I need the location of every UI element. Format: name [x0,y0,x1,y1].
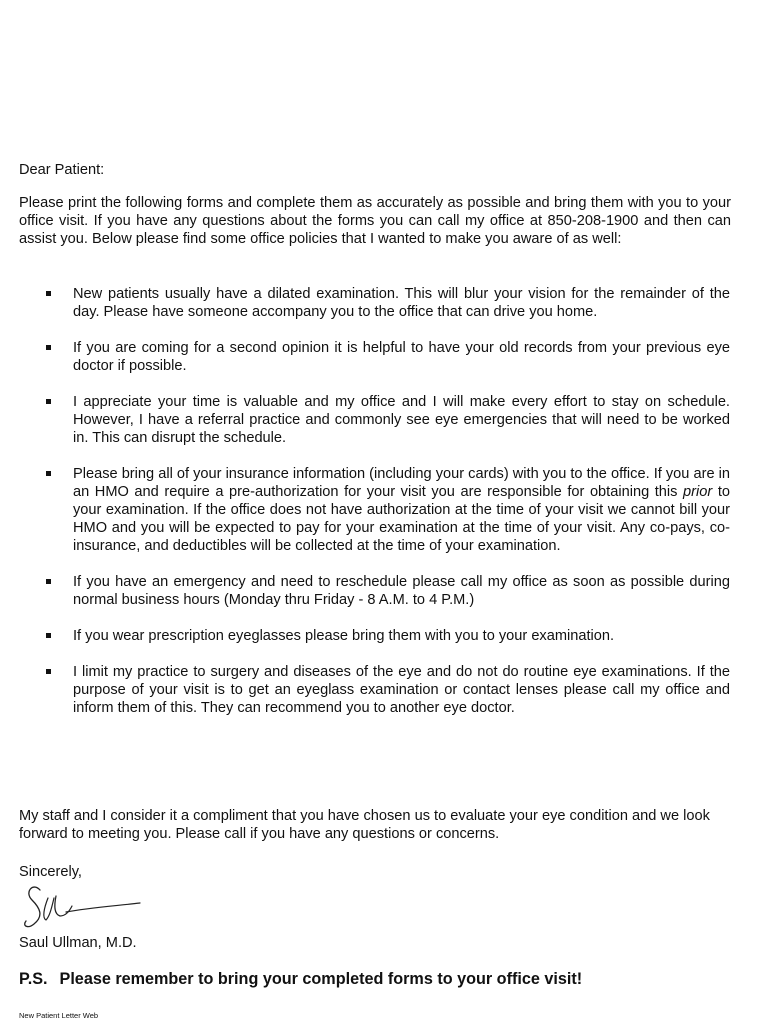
footer-label: New Patient Letter Web [19,1011,99,1020]
sign-off: Sincerely, [19,864,82,880]
postscript-label: P.S. [19,970,48,988]
policy-text-emphasis: prior [683,484,713,500]
policy-text: If you have an emergency and need to reschedule please call my office as soon as possible during normal business hours (Monday thru Friday - 8 A.M. to 4 P.M.) [73,574,730,608]
policy-list [0,285,770,735]
bullet-square-icon [46,399,51,404]
policy-item-schedule [0,393,730,447]
signature-icon [18,876,148,936]
policy-item-reschedule [0,573,730,609]
policy-text: New patients usually have a dilated examination. This will blur your vision for the remainder of the day. Please have someone accompany you to the office that can drive you home. [73,286,730,320]
signer-name: Saul Ullman, M.D. [19,935,137,951]
bullet-square-icon [46,579,51,584]
policy-text: I limit my practice to surgery and diseases of the eye and do not do routine eye examinations. If the purpose of your visit is to get an eyeglass examination or contact lenses please call my office and inform them of this. They can recommend you to another eye doctor. [73,664,730,716]
closing-paragraph: My staff and I consider it a compliment that you have chosen us to evaluate your eye condition and we look forward to meeting you. Please call if you have any questions or concerns. [19,808,710,842]
policy-item-insurance [0,465,730,555]
policy-text: I appreciate your time is valuable and my office and I will make every effort to stay on schedule. However, I have a referral practice and commonly see eye emergencies that will need to be worked in. This can disrupt the schedule. [73,394,730,446]
postscript [19,970,582,988]
policy-text: If you are coming for a second opinion it is helpful to have your old records from your previous eye doctor if possible. [73,340,730,374]
bullet-square-icon [46,669,51,674]
policy-text-end: to your examination. If the office does not have authorization at the time of your visit we cannot bill your HMO and you will be expected to pay for your examination at the time of your visit. Any co-pays, co-insurance, and deductibles will be collected at the time of your examination. [73,484,730,554]
policy-text: If you wear prescription eyeglasses please bring them with you to your examination. [73,628,615,644]
intro-paragraph: Please print the following forms and complete them as accurately as possible and bring them with you to your office visit. If you have any questions about the forms you can call my office at 850-208-1900 and then can assist you. Below please find some office policies that I wanted to make you aware of as well: [19,195,731,247]
bullet-square-icon [46,633,51,638]
bullet-square-icon [46,345,51,350]
policy-item-practice-scope [0,663,730,717]
bullet-square-icon [46,291,51,296]
policy-item-second-opinion [0,339,730,375]
postscript-text: Please remember to bring your completed forms to your office visit! [59,970,583,988]
policy-item-dilated-exam [0,285,730,321]
bullet-square-icon [46,471,51,476]
salutation: Dear Patient: [19,162,105,178]
policy-text-start: Please bring all of your insurance information (including your cards) with you to the office. If you are in an HMO and require a pre-authorization for your visit you are responsible for obtaining this [73,466,730,500]
policy-item-eyeglasses [0,627,730,645]
